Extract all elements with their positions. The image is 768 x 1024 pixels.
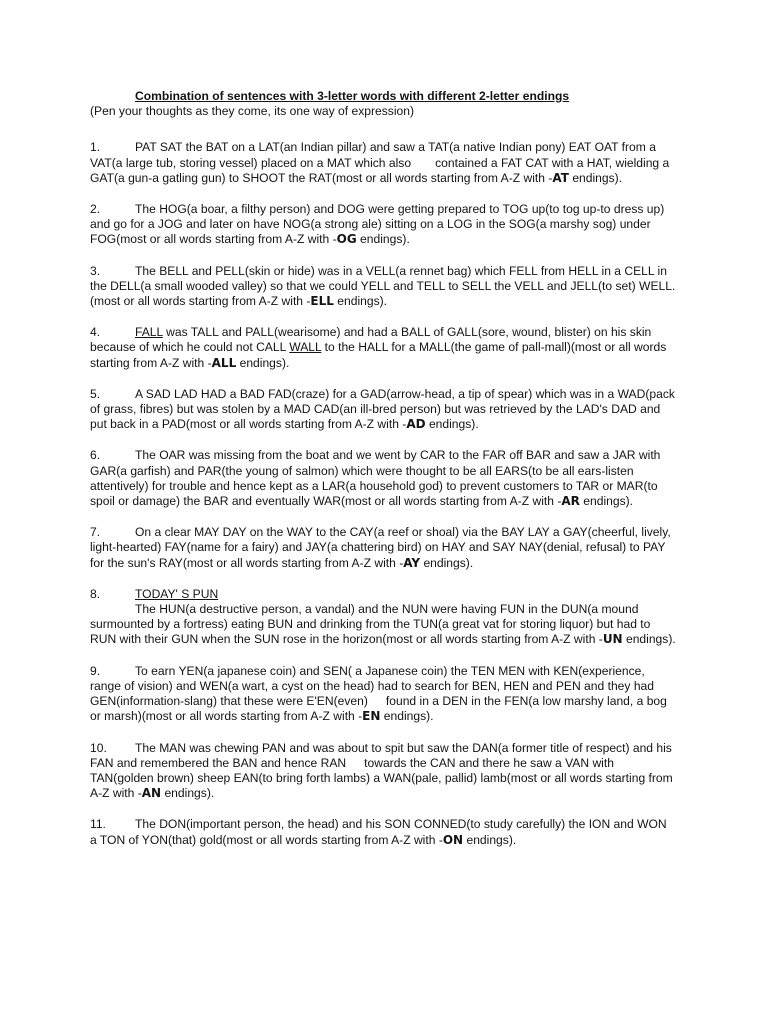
item-text-continued: towards the CAN and there he saw a VAN with TAN(golden brown) sheep EAN(to bring forth lambs) a WAN(pale, pallid) lamb(most or all words starting from A-Z with - — [90, 755, 673, 801]
item-text: The HUN(a destructive person, a vandal) and the NUN were having FUN in the DUN(a mound surmounted by a fortress) eating BUN and drinking from the TUN(a great vat for storing liquor) but had to RUN with their GUN when the SUN rose in the horizon(most or all words starting from A-Z with - — [90, 602, 651, 647]
item-after: endings). — [463, 832, 517, 847]
item-after: endings). — [568, 170, 623, 185]
item-ending: UN — [602, 632, 623, 647]
sentence-item-7 — [90, 525, 676, 571]
item-after: endings). — [161, 786, 215, 801]
item-text-continued: contained a FAT CAT with a HAT, wielding a GAT(a gun-a gatling gun) to SHOOT the RAT(most or all words starting from A-Z with - — [90, 155, 670, 185]
item-ending: OG — [336, 232, 357, 247]
item-number: 7. — [90, 525, 101, 540]
item-text: On a clear MAY DAY on the WAY to the CAY(a reef or shoal) via the BAY LAY a GAY(cheerful, lively, light-hearted) FAY(name for a fairy) and JAY(a chattering bird) on HAY and SAY NAY(denial, refusal) to PAY for the sun's RAY(most or all words starting from A-Z with - — [90, 525, 671, 570]
item-ending: ON — [442, 832, 464, 847]
document-subtitle: (Pen your thoughts as they come, its one way of expression) — [90, 104, 415, 119]
item-text: The DON(important person, the head) and his SON CONNED(to study carefully) the ION and WON a TON of YON(that) gold(most or all words starting from A-Z with - — [90, 817, 667, 847]
sentence-item-3 — [90, 264, 676, 310]
item-ending: AR — [561, 494, 580, 509]
item-ending: ELL — [310, 294, 334, 309]
item-ending: AN — [141, 786, 162, 801]
item-text: The HOG(a boar, a filthy person) and DOG were getting prepared to TOG up(to tog up-to dress up) and go for a JOG and later on have NOG(a strong ale) sitting on a LOG in the SOG(a marshy sog) under FOG(most or all words starting from A-Z with - — [90, 202, 665, 247]
item-number: 2. — [90, 202, 101, 217]
item-text: was TALL and PALL(wearisome) and had a BALL of GALL(sore, wound, blister) on his skin because of which he could not CALL — [90, 325, 652, 355]
item-ending: EN — [362, 709, 381, 724]
sentence-item-4 — [90, 325, 676, 371]
sentence-item-2 — [90, 202, 676, 248]
item-ending: ALL — [211, 355, 237, 370]
sentence-item-5 — [90, 387, 676, 433]
item-after: endings). — [425, 417, 479, 432]
item-number: 1. — [90, 140, 101, 155]
sentence-item-11 — [90, 817, 676, 847]
item-number: 9. — [90, 663, 101, 678]
item-after: endings). — [333, 294, 388, 309]
underlined-word-wall: WALL — [289, 340, 322, 355]
item-after: endings). — [236, 355, 290, 370]
item-text: A SAD LAD HAD a BAD FAD(craze) for a GAD(arrow-head, a tip of spear) which was in a WAD(pack of grass, fibres) but was stolen by a MAD CAD(an ill-bred person) but was retrieved by the LAD's DAD and put back in a PAD(most or all words starting from A-Z with - — [90, 386, 675, 432]
item-after: endings). — [622, 632, 676, 647]
item-number: 10. — [90, 740, 107, 755]
item-text-continued: found in a DEN in the FEN(a low marshy land, a bog or marsh)(most or all words starting from A-Z with - — [90, 694, 667, 724]
sentence-item-6 — [90, 448, 676, 509]
item-number: 5. — [90, 386, 101, 401]
item-text: PAT SAT the BAT on a LAT(an Indian pillar) and saw a TAT(a native Indian pony) EAT OAT from a VAT(a large tub, storing vessel) placed on a MAT which also — [90, 140, 656, 170]
sentence-item-1 — [90, 140, 676, 186]
sentence-item-9 — [90, 664, 676, 725]
item-after: endings). — [356, 232, 410, 247]
item-text: To earn YEN(a japanese coin) and SEN( a Japanese coin) the TEN MEN with KEN(experience, range of vision) and WEN(a wart, a cyst on the head) had to search for BEN, HEN and PEN and they had GEN(information-slang) that these were E'EN(even) — [90, 663, 654, 709]
item-after: endings). — [380, 709, 434, 724]
item-number: 11. — [90, 817, 106, 832]
underlined-word-fall: FALL — [135, 325, 163, 340]
item-number: 3. — [90, 263, 101, 278]
pun-label: TODAY' S PUN — [135, 586, 219, 601]
item-text: The OAR was missing from the boat and we went by CAR to the FAR off BAR and saw a JAR with GAR(a garfish) and PAR(the young of salmon) which were thought to be all EARS(to be all ears-listen attentively) for trouble and hence kept as a LAR(a household god) to prevent customers to TAR or MAR(to spoil or damage) the BAR and eventually WAR(most or all words starting from A-Z with - — [90, 448, 661, 509]
item-after: endings). — [579, 494, 634, 509]
item-text: The MAN was chewing PAN and was about to spit but saw the DAN(a former title of respect) and his FAN and remembered the BAN and hence RAN — [90, 740, 672, 770]
item-number: 4. — [90, 325, 101, 340]
item-text: The BELL and PELL(skin or hide) was in a VELL(a rennet bag) which FELL from HELL in a CELL in the DELL(a small wooded valley) so that we could YELL and TELL to SELL the VELL and JELL(to set) WELL.(most or all words starting from A-Z with - — [90, 263, 676, 309]
item-ending: AT — [552, 170, 569, 185]
item-text-continued: to the HALL for a MALL(the game of pall-mall)(most or all words starting from A-Z with - — [90, 340, 667, 370]
item-number: 8. — [90, 586, 101, 601]
item-number: 6. — [90, 448, 101, 463]
item-ending: AY — [403, 555, 421, 570]
document-title: Combination of sentences with 3-letter words with different 2-letter endings — [135, 89, 570, 103]
item-after: endings). — [420, 555, 474, 570]
sentence-item-10 — [90, 741, 676, 802]
item-ending: AD — [406, 417, 426, 432]
sentence-item-8 — [90, 587, 676, 648]
